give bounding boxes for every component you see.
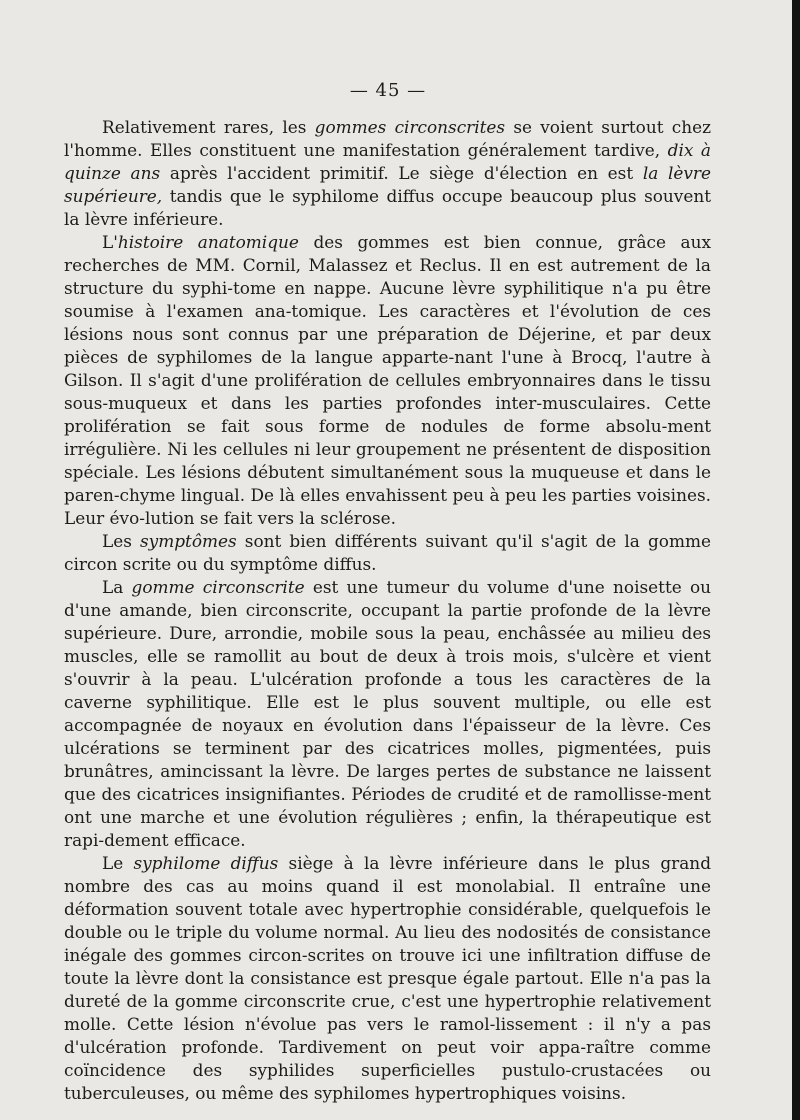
paragraph-text: des gommes est bien connue, grâce aux recherches de MM. Cornil, Malassez et Reclus. Il en est autrement de la structure du syphi-tome en nappe. Aucune lèvre syphilitique n'a pu être soumise à l'examen ana-tomique. Les caractères et l'évolution de ces lésions nous sont connus par une préparation de Déjerine, et par deux pièces de syphilomes de la langue apparte-nant l'une à Brocq, l'autre à Gilson. Il s'agit d'une prolifération de cellules embryonnaires dans le tissu sous-muqueux et dans les parties profondes inter-musculaires. Cette prolifération se fait sous forme de nodules de forme absolu-ment irrégulière. Ni les cellules ni leur groupement ne présentent de disposition spéciale. Les lésions débutent simultanément sous la muqueuse et dans le paren-chyme lingual. De là elles envahissent peu à peu les parties voisines. Leur évo-lution se fait vers la sclérose. (64, 232, 711, 528)
body-text (64, 116, 711, 1105)
page-number: — 45 — (349, 80, 427, 101)
paragraph-text: Relativement rares, les (102, 117, 315, 137)
paragraph-text: siège à la lèvre inférieure dans le plus grand nombre des cas au moins quand il est monolabial. Il entraîne une déformation souvent totale avec hypertrophie considérable, quelquefois le double ou le triple du volume normal. Au lieu des nodosités de consistance inégale des gommes circon-scrites on trouve ici une infiltration diffuse de toute la lèvre dont la consistance est presque égale partout. Elle n'a pas la dureté de la gomme circonscrite crue, c'est une hypertrophie relativement molle. Cette lésion n'évolue pas vers le ramol-lissement : il n'y a pas d'ulcération profonde. Tardivement on peut voir appa-raître comme coïncidence des syphilides superficielles pustulo-crustacées ou tuberculeuses, ou même des syphilomes hypertrophiques voisins. (64, 853, 712, 1103)
italic-term: syphilome diffus (133, 853, 279, 873)
italic-term: histoire anatomique (117, 232, 299, 252)
italic-term: gomme circonscrite (131, 577, 305, 597)
italic-term: gommes circonscrites (314, 117, 506, 137)
paragraph-text: Le (102, 853, 134, 873)
paragraph-gommes-circonscrites (64, 116, 711, 231)
paragraph-text: sont bien différents suivant qu'il s'agit de la gomme circon scrite ou du symptôme diffus. (64, 531, 711, 574)
italic-term: dix à quinze ans (64, 140, 711, 183)
italic-term: symptômes (140, 531, 237, 551)
paragraph-text: Les (102, 531, 140, 551)
paragraph-symptomes (64, 530, 711, 576)
italic-term: la lèvre supérieure, (64, 163, 712, 206)
paragraph-text: après l'accident primitif. Le siège d'élection en est (160, 163, 643, 183)
paragraph-text: est une tumeur du volume d'une noisette ou d'une amande, bien circonscrite, occupant la partie profonde de la lèvre supérieure. Dure, arrondie, mobile sous la peau, enchâssée au milieu des muscles, elle se ramollit au bout de deux à trois mois, s'ulcère et vient s'ouvrir à la peau. L'ulcération profonde a tous les caractères de la caverne syphilitique. Elle est le plus souvent multiple, ou elle est accompagnée de noyaux en évolution dans l'épaisseur de la lèvre. Ces ulcérations se terminent par des cicatrices molles, pigmentées, puis brunâtres, amincissant la lèvre. De larges pertes de substance ne laissent que des cicatrices insignifiantes. Périodes de crudité et de ramollisse-ment ont une marche et une évolution régulières ; enfin, la thérapeutique est rapi-dement efficace. (64, 577, 712, 850)
paragraph-gomme-circonscrite (64, 576, 711, 852)
paragraph-histoire-anatomique (64, 231, 711, 530)
paragraph-syphilome-diffus (64, 852, 711, 1105)
paragraph-text: tandis que le syphilome diffus occupe beaucoup plus souvent la lèvre inférieure. (64, 186, 711, 229)
paragraph-text: se voient surtout chez l'homme. Elles constituent une manifestation généralement tardive, (64, 117, 712, 160)
paragraph-text: L' (102, 232, 118, 252)
paragraph-text: La (102, 577, 132, 597)
